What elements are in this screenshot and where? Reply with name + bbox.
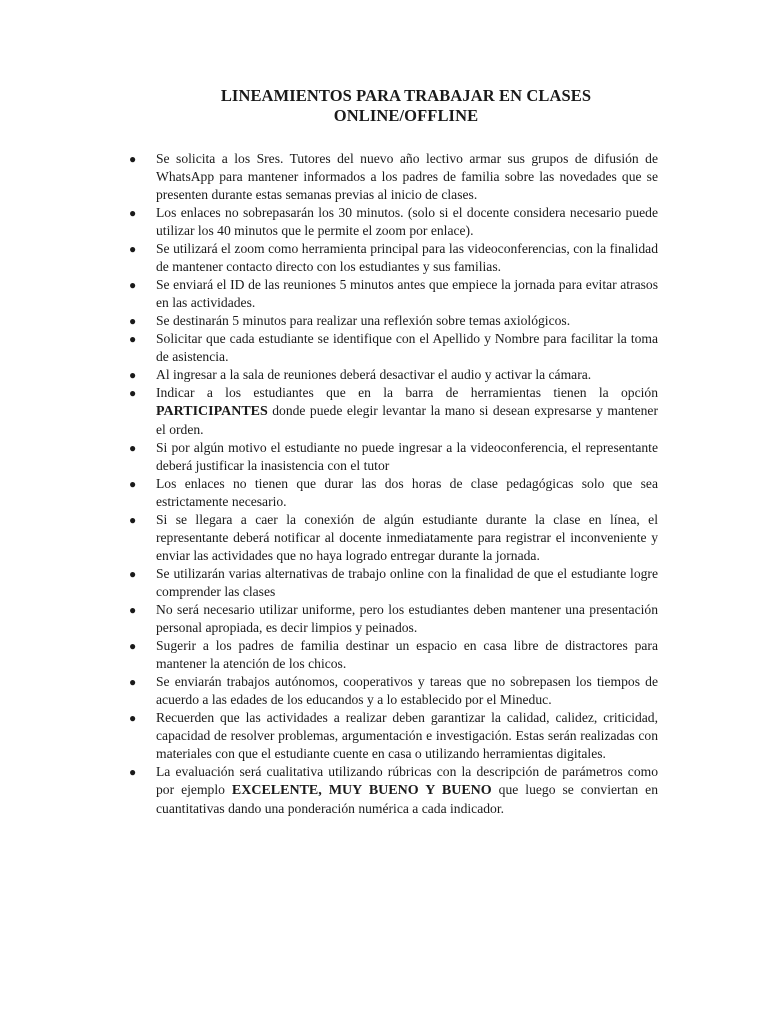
guideline-item — [126, 204, 658, 240]
page-title — [0, 86, 768, 126]
guideline-text — [156, 205, 658, 238]
guideline-text — [156, 241, 658, 274]
bullet-icon: ● — [129, 386, 137, 400]
guideline-text — [156, 367, 591, 382]
guideline-item — [126, 565, 658, 601]
bullet-icon: ● — [129, 711, 137, 725]
bullet-icon: ● — [129, 441, 137, 455]
bullet-icon: ● — [129, 675, 137, 689]
text-run: Indicar a los estudiantes que en la barra de herramientas tienen la opción — [156, 385, 658, 400]
emphasis-text: EXCELENTE, MUY BUENO Y BUENO — [231, 783, 492, 798]
bullet-icon: ● — [129, 206, 137, 220]
guideline-item — [126, 673, 658, 709]
bullet-icon: ● — [129, 368, 137, 382]
guideline-item — [126, 709, 658, 763]
bullet-icon: ● — [129, 152, 137, 166]
guideline-item — [126, 601, 658, 637]
text-run: Los enlaces no sobrepasarán los 30 minutos. (solo si el docente considera necesario puede utilizar los 40 minutos que le permite el zoom por enlace). — [156, 205, 658, 238]
bullet-icon: ● — [129, 603, 137, 617]
guideline-text — [156, 476, 658, 509]
text-run: Se enviará el ID de las reuniones 5 minutos antes que empiece la jornada para evitar atrasos en las actividades. — [156, 277, 658, 310]
guideline-item — [126, 511, 658, 565]
text-run: La evaluación será cualitativa utilizando rúbricas con la descripción de parámetros como por ejemplo — [156, 764, 658, 797]
text-run: Los enlaces no tienen que durar las dos horas de clase pedagógicas solo que sea estrictamente necesario. — [156, 476, 658, 509]
text-run: Sugerir a los padres de familia destinar un espacio en casa libre de distractores para mantener la atención de los chicos. — [156, 638, 658, 671]
guideline-item — [126, 439, 658, 475]
bullet-icon: ● — [129, 567, 137, 581]
bullet-icon: ● — [129, 278, 137, 292]
guideline-item — [126, 312, 658, 330]
guideline-text — [156, 764, 658, 816]
guideline-text — [156, 440, 658, 473]
text-run: donde puede elegir levantar la mano si desean expresarse y mantener el orden. — [156, 403, 658, 437]
guideline-text — [156, 331, 658, 364]
guideline-text — [156, 602, 658, 635]
guideline-text — [156, 566, 658, 599]
guideline-item — [126, 475, 658, 511]
text-run: No será necesario utilizar uniforme, pero los estudiantes deben mantener una presentación personal apropiada, es decir limpios y peinados. — [156, 602, 658, 635]
bullet-icon: ● — [129, 314, 137, 328]
text-run: Se solicita a los Sres. Tutores del nuevo año lectivo armar sus grupos de difusión de WhatsApp para mantener informados a los padres de familia sobre las novedades que se presenten durante estas semanas previas al inicio de clases. — [156, 151, 658, 202]
text-run: Solicitar que cada estudiante se identifique con el Apellido y Nombre para facilitar la toma de asistencia. — [156, 331, 658, 364]
bullet-icon: ● — [129, 765, 137, 779]
guideline-list — [126, 150, 658, 818]
bullet-icon: ● — [129, 242, 137, 256]
title-line-1: LINEAMIENTOS PARA TRABAJAR EN CLASES — [220, 86, 592, 105]
bullet-icon: ● — [129, 477, 137, 491]
bullet-icon: ● — [129, 639, 137, 653]
text-run: Recuerden que las actividades a realizar deben garantizar la calidad, calidez, criticidad, capacidad de resolver problemas, argumentación e investigación. Estas serán realizadas con materiales con que el estudiante cuente en casa o utilizando herramientas digitales. — [156, 710, 658, 761]
guideline-text — [156, 512, 658, 563]
text-run: Al ingresar a la sala de reuniones deberá desactivar el audio y activar la cámara. — [156, 367, 592, 382]
text-run: Se enviarán trabajos autónomos, cooperativos y tareas que no sobrepasen los tiempos de acuerdo a las edades de los educandos y a lo establecido por el Mineduc. — [156, 674, 658, 707]
emphasis-text: PARTICIPANTES — [156, 404, 268, 419]
guideline-text — [156, 313, 570, 328]
bullet-icon: ● — [129, 513, 137, 527]
guideline-text — [156, 385, 658, 437]
bullet-icon: ● — [129, 332, 137, 346]
text-run: Si por algún motivo el estudiante no puede ingresar a la videoconferencia, el representante deberá justificar la inasistencia con el tutor — [156, 440, 658, 473]
guideline-text — [156, 710, 658, 761]
guideline-item — [126, 240, 658, 276]
guideline-text — [156, 151, 658, 202]
guideline-item — [126, 276, 658, 312]
text-run: que luego se conviertan en cuantitativas dando una ponderación numérica a cada indicador. — [156, 782, 658, 816]
text-run: Si se llegara a caer la conexión de algún estudiante durante la clase en línea, el representante deberá notificar al docente inmediatamente para registrar el inconveniente y enviar las actividades que no haya logrado entregar durante la jornada. — [156, 512, 658, 563]
guideline-text — [156, 638, 658, 671]
guideline-item — [126, 366, 658, 384]
text-run: Se utilizará el zoom como herramienta principal para las videoconferencias, con la finalidad de mantener contacto directo con los estudiantes y sus familias. — [156, 241, 658, 274]
guideline-item — [126, 384, 658, 439]
guideline-item — [126, 330, 658, 366]
guideline-item — [126, 637, 658, 673]
text-run: Se destinarán 5 minutos para realizar una reflexión sobre temas axiológicos. — [156, 313, 571, 328]
text-run: Se utilizarán varias alternativas de trabajo online con la finalidad de que el estudiante logre comprender las clases — [156, 566, 658, 599]
guideline-text — [156, 674, 658, 707]
guideline-text — [156, 277, 658, 310]
guideline-item — [126, 150, 658, 204]
title-line-2: ONLINE/OFFLINE — [333, 106, 479, 125]
guideline-item — [126, 763, 658, 818]
